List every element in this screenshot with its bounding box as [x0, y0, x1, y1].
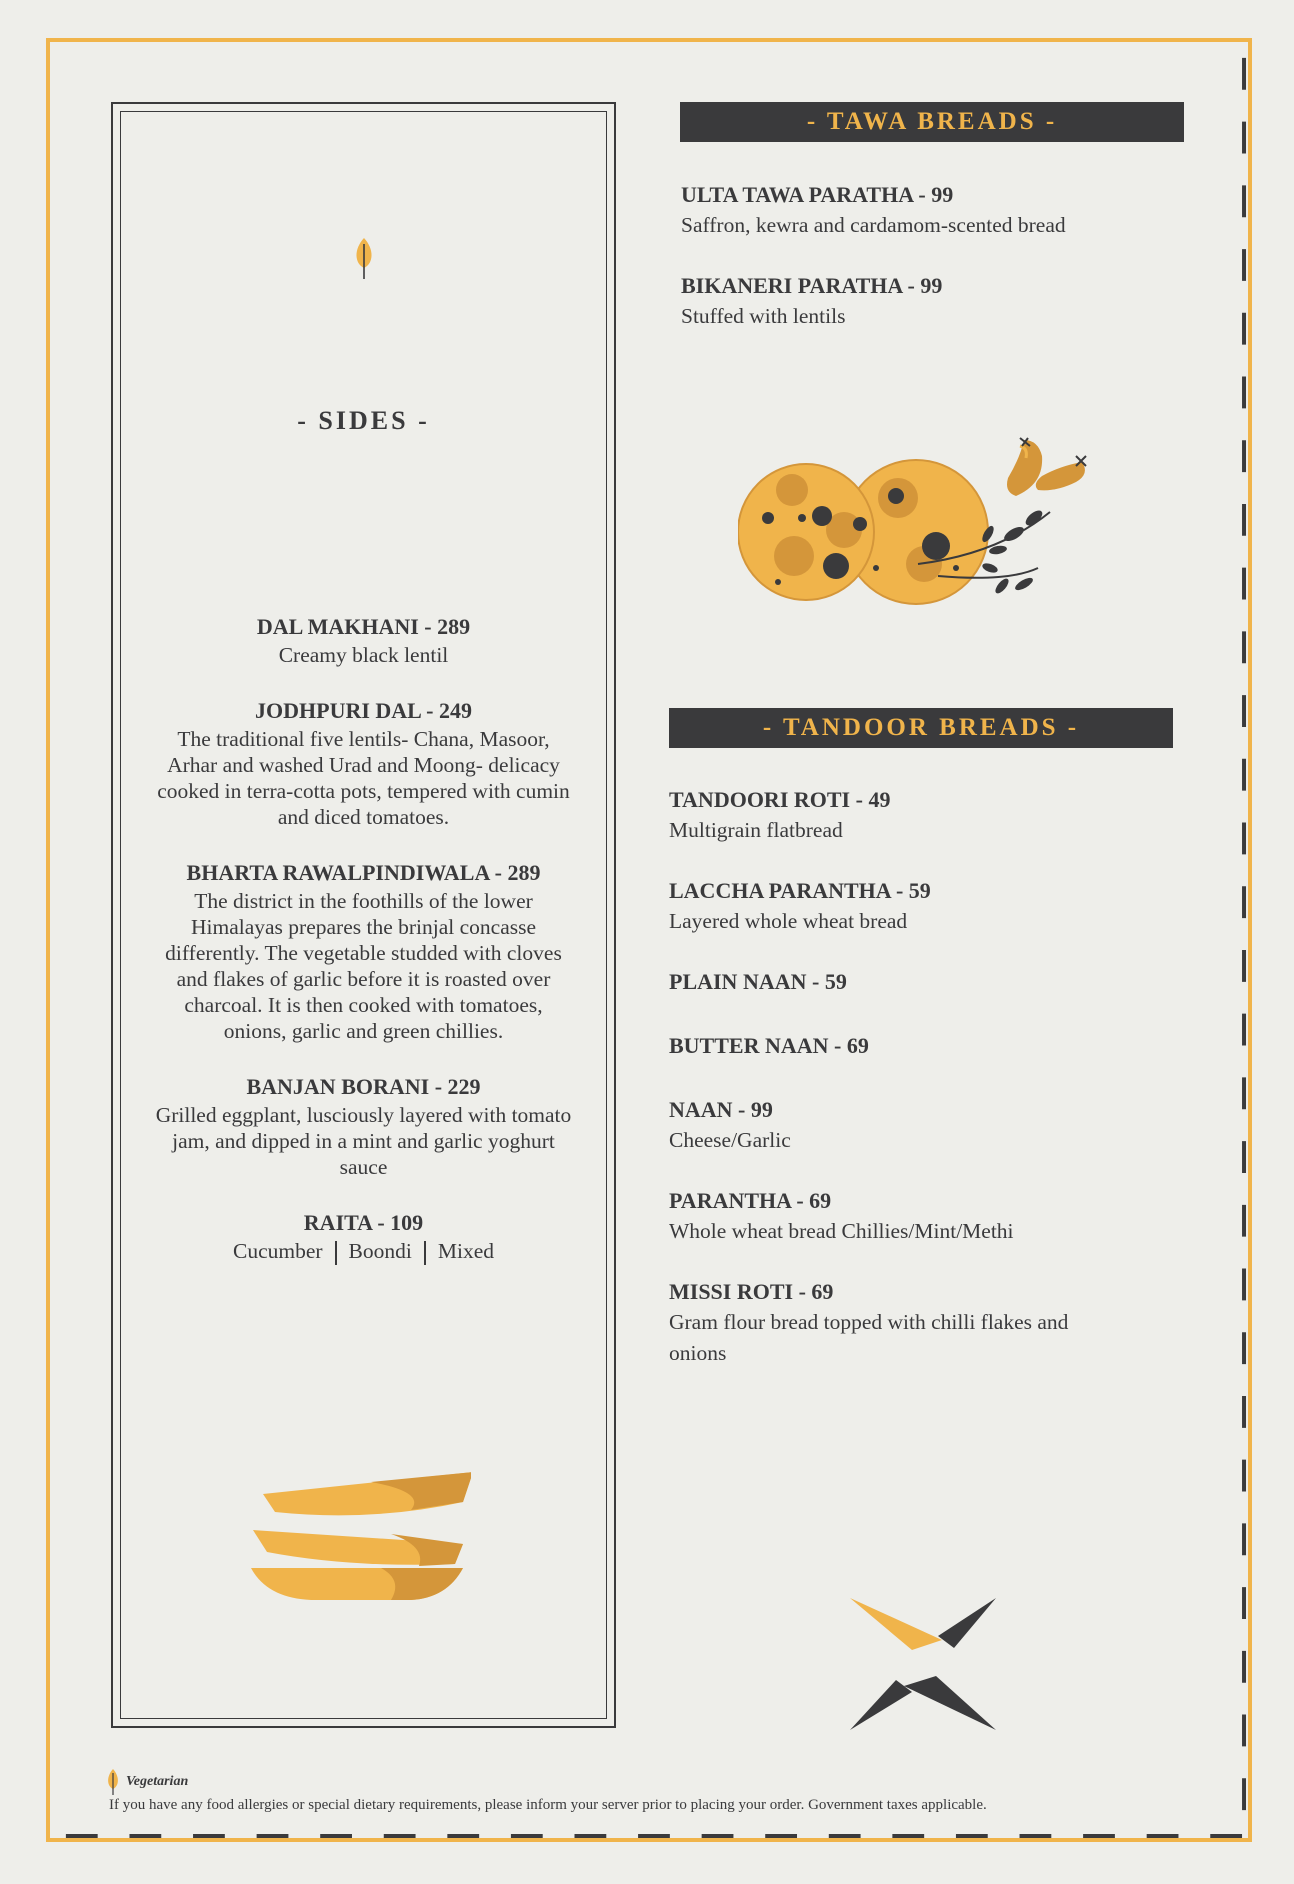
menu-item-name: BIKANERI PARATHA - 99	[681, 273, 943, 298]
menu-item-description: Creamy black lentil	[278, 643, 449, 667]
raita-option: Cucumber	[232, 1239, 323, 1263]
menu-item	[153, 858, 574, 1044]
option-divider	[335, 1241, 337, 1265]
menu-item-name: LACCHA PARANTHA - 59	[669, 878, 931, 903]
menu-item	[669, 1277, 1089, 1369]
menu-item-description: The district in the foothills of the lower Himalayas prepares the brinjal concasse differently. The vegetable studded with cloves and flakes of garlic before it is roasted over charcoal. It is then cooked with tomatoes, onions, garlic and green chillies.	[165, 889, 562, 1043]
menu-item-name: JODHPURI DAL - 249	[255, 698, 472, 723]
menu-item-description: Gram flour bread topped with chilli flakes and onions	[669, 1310, 1069, 1365]
menu-item-name: BANJAN BORANI - 229	[246, 1074, 481, 1099]
menu-item	[681, 180, 1241, 241]
menu-item-name: DAL MAKHANI - 289	[256, 614, 471, 639]
leaf-icon	[353, 236, 375, 280]
parathas-and-chillies-illustration	[738, 436, 1098, 616]
vegetarian-legend	[106, 1768, 188, 1796]
leaf-icon	[106, 1768, 120, 1796]
sides-section-title: - SIDES -	[297, 406, 430, 435]
menu-item-description: Cheese/Garlic	[669, 1128, 791, 1152]
sides-list	[153, 612, 574, 1293]
menu-item-name: TANDOORI ROTI - 49	[669, 787, 891, 812]
menu-item-raita	[153, 1208, 574, 1265]
menu-item-description: Whole wheat bread Chillies/Mint/Methi	[669, 1219, 1014, 1243]
menu-item	[153, 612, 574, 668]
menu-item	[669, 876, 1229, 937]
raita-option: Boondi	[348, 1239, 412, 1263]
sides-panel	[111, 102, 616, 1728]
raita-options	[153, 1238, 574, 1265]
menu-item	[669, 967, 1229, 997]
menu-item-description: Layered whole wheat bread	[669, 909, 908, 933]
menu-item-name: RAITA - 109	[303, 1210, 424, 1235]
menu-item-description: Stuffed with lentils	[681, 304, 846, 328]
x-logo-icon	[846, 1594, 1006, 1734]
menu-item-name: BUTTER NAAN - 69	[669, 1033, 869, 1058]
menu-item-description: Saffron, kewra and cardamom-scented bread	[681, 213, 1066, 237]
option-divider	[424, 1241, 426, 1265]
menu-item-name: BHARTA RAWALPINDIWALA - 289	[186, 860, 541, 885]
menu-item-description: Multigrain flatbread	[669, 818, 843, 842]
menu-item	[669, 1095, 1229, 1156]
tandoor-breads-header: - TANDOOR BREADS -	[669, 708, 1173, 748]
stacked-bowls-illustration	[251, 1472, 471, 1602]
menu-item-name: ULTA TAWA PARATHA - 99	[681, 182, 954, 207]
menu-item	[153, 1072, 574, 1180]
menu-item-description: The traditional five lentils- Chana, Masoor, Arhar and washed Urad and Moong- delicacy cooked in terra-cotta pots, tempered with cumin and diced tomatoes.	[157, 727, 570, 829]
menu-item	[669, 785, 1229, 846]
menu-item-name: MISSI ROTI - 69	[669, 1279, 834, 1304]
menu-item-name: PLAIN NAAN - 59	[669, 969, 847, 994]
menu-item	[669, 1031, 1229, 1061]
menu-item-description: Grilled eggplant, lusciously layered with tomato jam, and dipped in a mint and garlic yoghurt sauce	[155, 1103, 572, 1179]
menu-item-name: PARANTHA - 69	[669, 1188, 832, 1213]
menu-item-name: NAAN - 99	[669, 1097, 773, 1122]
menu-item	[153, 696, 574, 830]
tawa-breads-list	[681, 180, 1241, 362]
vegetarian-label: Vegetarian	[126, 1774, 189, 1789]
raita-option: Mixed	[437, 1239, 495, 1263]
tandoor-breads-list	[669, 785, 1229, 1399]
menu-item	[669, 1186, 1229, 1247]
allergy-note: If you have any food allergies or special dietary requirements, please inform your server prior to placing your order. Government taxes applicable.	[109, 1797, 987, 1813]
menu-item	[681, 271, 1241, 332]
tawa-breads-header: - TAWA BREADS -	[680, 102, 1184, 142]
